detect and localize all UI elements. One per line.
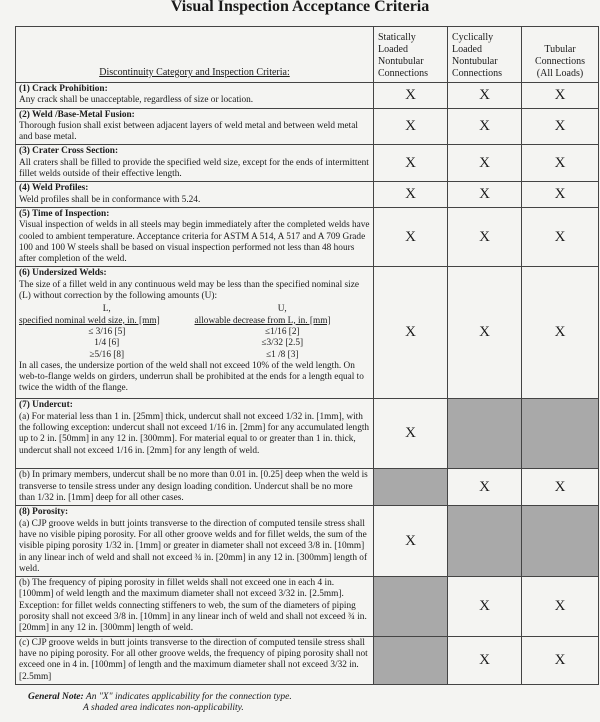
mark-cell: X [374,399,448,469]
table-row [16,267,599,399]
criteria-cell: (1) Crack Prohibition: Any crack shall be unacceptable, regardless of size or location. [16,83,374,109]
criteria-cell: (5) Time of Inspection: Visual inspection of welds in all steels may begin immediately after the completed welds have cooled to ambient temperature. Acceptance criteria for ASTM A 514, A 517 and A 709 Grade 100 and 100 W steels shall be based on visual inspection performed not less than 48 hours after completion of the weld. [16,207,374,266]
note-line-1: An "X" indicates applicability for the connection type. [85,692,292,702]
header-cyclically-loaded: Cyclically Loaded Nontubular Connections [448,27,522,83]
shaded-cell [374,577,448,636]
header-statically-loaded: Statically Loaded Nontubular Connections [374,27,448,83]
mark-cell: X [448,267,522,399]
note-label: General Note: [28,692,84,702]
mark-cell: X [374,207,448,266]
mark-cell: X [374,83,448,109]
table-row [16,636,599,684]
table-row [16,469,599,506]
shaded-cell [522,506,599,577]
mark-cell: X [448,577,522,636]
mark-cell: X [522,182,599,208]
criteria-cell: (6) Undersized Welds: The size of a fillet weld in any continuous weld may be less than the specified nominal size (L) without correction by the following amounts (U): L, specified nominal weld size, in. [mm] ≤ 3/16 [5] 1/4 [6] ≥5/16 [8] U, allowable decrease from L, in. [mm] ≤1/16 [2] ≤3/32 [2.5] ≤1 /8 [3] In all cases, the undersize portion of the weld shall not exceed 10% of the weld length. On web-to-flange welds on girders, underrun shall be prohibited at the ends for a length equal to twice the width of the flange. [16,267,374,399]
mark-cell: X [448,145,522,182]
table-row [16,182,599,208]
shaded-cell [374,636,448,684]
mark-cell: X [448,83,522,109]
table-row [16,108,599,145]
criteria-cell: (2) Weld /Base-Metal Fusion: Thorough fusion shall exist between adjacent layers of weld metal and between weld metal and base metal. [16,108,374,145]
table-row [16,399,599,469]
mark-cell: X [522,83,599,109]
mark-cell: X [374,145,448,182]
mark-cell: X [374,182,448,208]
table-row [16,145,599,182]
criteria-cell: (4) Weld Profiles: Weld profiles shall be in conformance with 5.24. [16,182,374,208]
mark-cell: X [374,267,448,399]
header-tubular: Tubular Connections (All Loads) [522,27,599,83]
mark-cell: X [522,207,599,266]
undersize-table: L, specified nominal weld size, in. [mm] ≤ 3/16 [5] 1/4 [6] ≥5/16 [8] U, allowable decrease from L, in. [mm] ≤1/16 [2] ≤3/32 [2.5] ≤1 /8 [3] [19,304,331,360]
mark-cell: X [522,636,599,684]
mark-cell: X [448,636,522,684]
mark-cell: X [374,108,448,145]
page-title: Visual Inspection Acceptance Criteria [170,0,430,15]
criteria-cell: (b) The frequency of piping porosity in fillet welds shall not exceed one in each 4 in. [100mm] of weld length and the maximum diameter shall not exceed 3/32 in. [2.5mm]. Exception: for fillet welds connecting stiffeners to web, the sum of the diameters of piping porosity shall not exceed 3/8 in. [10mm] in any linear inch of weld and shall not exceed ¾ in. [20mm] in any 12 in. [300mm] length of weld. [16,577,374,636]
mark-cell: X [522,577,599,636]
criteria-cell: (7) Undercut: (a) For material less than 1 in. [25mm] thick, undercut shall not exceed 1/32 in. [1mm], with the following exception: undercut shall not exceed 1/16 in. [2mm] for any accumulated length up to 2 in. [50mm] in any 12 in. [300mm]. For material equal to or greater than 1 in. thick, undercut shall not exceed 1/16 in. [2mm] for any length of weld. [16,399,374,469]
shaded-cell [522,399,599,469]
mark-cell: X [448,182,522,208]
criteria-cell: (8) Porosity: (a) CJP groove welds in butt joints transverse to the direction of computed tensile stress shall have no visible piping porosity. For all other groove welds and for fillet welds, the sum of the visible piping porosity 1/32 in. [1mm] or greater in diameter shall not exceed 3/8 in. [10mm] in any linear inch of weld and shall not exceed ¾ in. [20mm] in any 12 in. [300mm] length of weld. [16,506,374,577]
table-row [16,577,599,636]
criteria-cell: (c) CJP groove welds in butt joints transverse to the direction of computed tensile stress shall have no piping porosity. For all other groove welds, the frequency of piping porosity shall not exceed one in 4 in. [100mm] of length and the maximum diameter shall not exceed 3/32 in. [2.5mm] [16,636,374,684]
table-row [16,207,599,266]
mark-cell: X [448,469,522,506]
header-category: Discontinuity Category and Inspection Criteria: [16,27,374,83]
shaded-cell [448,399,522,469]
criteria-cell: (3) Crater Cross Section: All craters shall be filled to provide the specified weld size, except for the ends of intermittent fillet welds outside of their effective length. [16,145,374,182]
shaded-cell [448,506,522,577]
table-row [16,506,599,577]
criteria-table [15,26,599,685]
table-row [16,83,599,109]
header-row [16,27,599,83]
mark-cell: X [374,506,448,577]
mark-cell: X [522,267,599,399]
mark-cell: X [448,108,522,145]
mark-cell: X [522,145,599,182]
note-line-2: A shaded area indicates non-applicability. [83,703,244,713]
shaded-cell [374,469,448,506]
mark-cell: X [448,207,522,266]
general-note [28,692,292,714]
criteria-cell: (b) In primary members, undercut shall be no more than 0.01 in. [0.25] deep when the weld is transverse to tensile stress under any design loading condition. Undercut shall be no more than 1/32 in. [1mm] deep for all other cases. [16,469,374,506]
mark-cell: X [522,108,599,145]
mark-cell: X [522,469,599,506]
